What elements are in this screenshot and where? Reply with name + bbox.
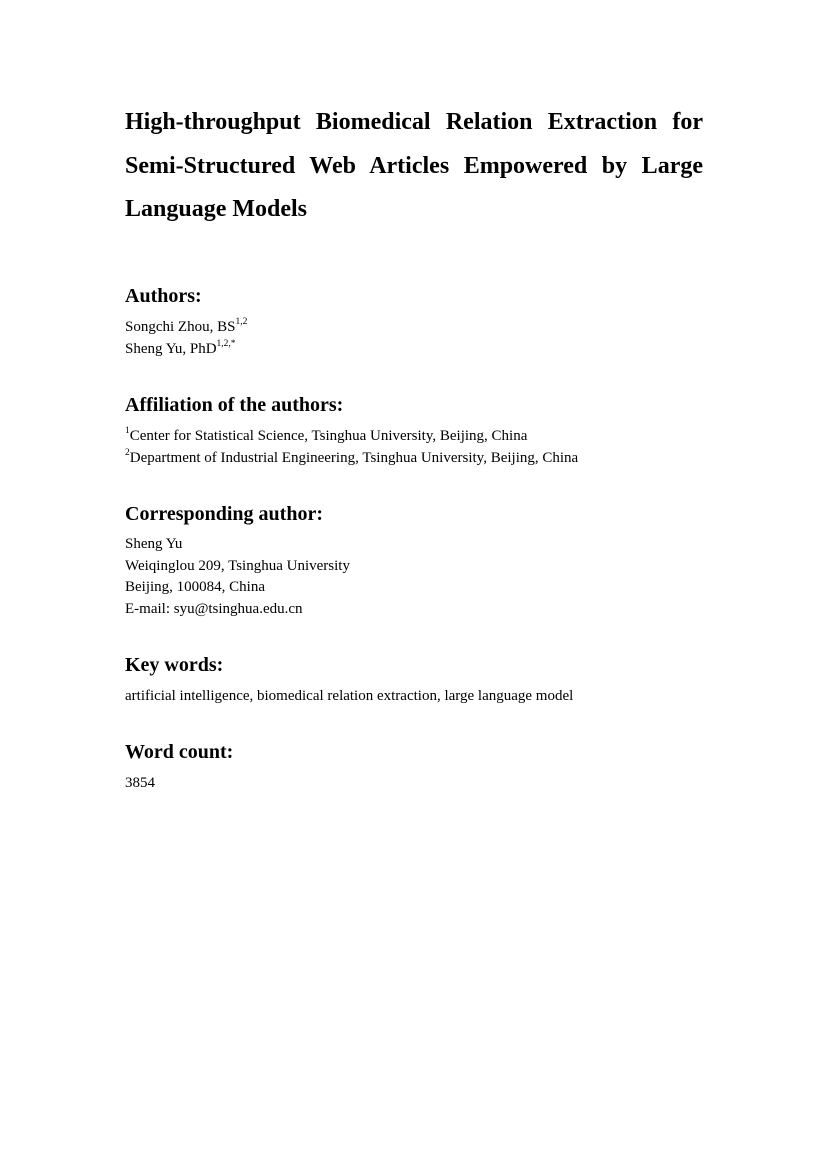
wordcount-value: 3854 (125, 775, 155, 791)
affiliation-marker: 2 (125, 447, 130, 458)
title-line-1: High-throughput Biomedical Relation Extraction for (125, 109, 703, 135)
title-line-2: Semi-Structured Web Articles Empowered by Large (125, 152, 703, 179)
author-affiliation-marker: 1,2 (235, 317, 248, 327)
affiliation-marker: 1 (125, 426, 130, 436)
affiliation-heading: Affiliation of the authors: (125, 394, 344, 416)
keywords-text: artificial intelligence, biomedical relation extraction, large language model (125, 688, 574, 704)
wordcount-heading: Word count: (125, 741, 234, 763)
corresponding-address-line-2: Beijing, 100084, China (125, 579, 265, 596)
author-name: Songchi Zhou, BS (125, 319, 236, 335)
affiliation-text: Department of Industrial Engineering, Tsinghua University, Beijing, China (129, 449, 579, 466)
corresponding-details (125, 534, 350, 621)
corresponding-email: E-mail: syu@tsinghua.edu.cn (125, 601, 303, 618)
author-affiliation-marker: 1,2,* (216, 338, 236, 349)
keywords-heading: Key words: (125, 654, 224, 676)
affiliation-list (125, 426, 578, 469)
authors-list (125, 317, 247, 360)
title-line-3: Language Models (125, 196, 308, 222)
corresponding-heading: Corresponding author: (125, 503, 323, 525)
author-name: Sheng Yu, PhD (125, 340, 217, 357)
author-item (125, 339, 247, 361)
affiliation-text: Center for Statistical Science, Tsinghua University, Beijing, China (129, 428, 528, 444)
affiliation-item (125, 448, 578, 470)
authors-heading: Authors: (125, 285, 202, 307)
affiliation-item (125, 426, 578, 448)
corresponding-address-line-1: Weiqinglou 209, Tsinghua University (125, 557, 350, 574)
paper-title (125, 101, 703, 232)
corresponding-name: Sheng Yu (125, 536, 183, 552)
author-item (125, 317, 247, 339)
